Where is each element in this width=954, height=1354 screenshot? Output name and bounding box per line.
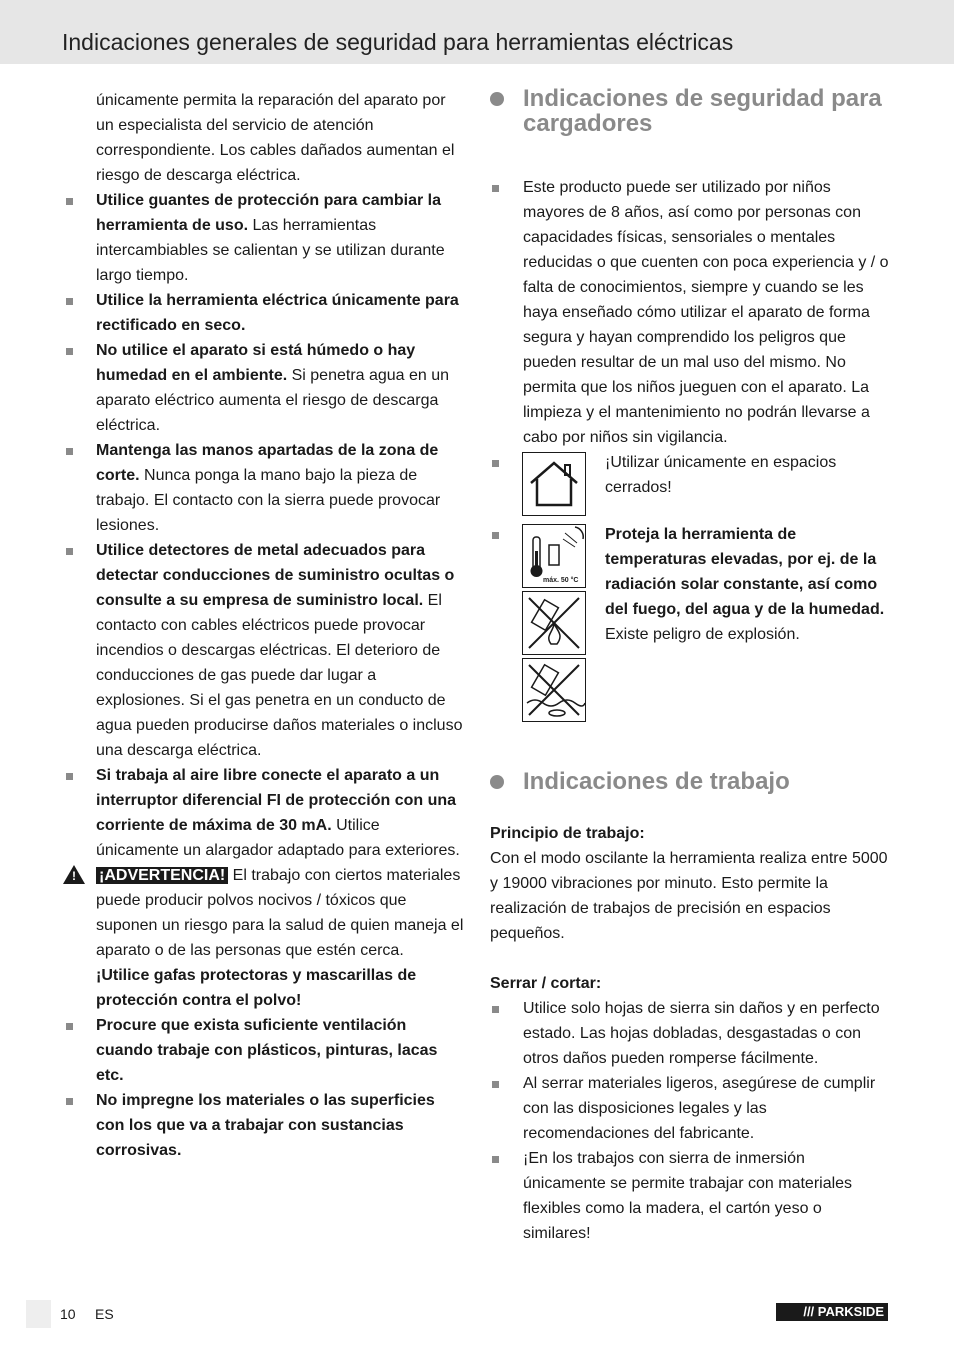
list-item: Procure que exista suficiente ventilación cuando trabaje con plásticos, pinturas, lacas etc.	[96, 1013, 466, 1088]
house-icon	[522, 452, 586, 516]
list-item: ¡Utilizar únicamente en espacios cerrados!	[490, 450, 890, 512]
warning-badge: ¡ADVERTENCIA!	[96, 867, 228, 884]
page-header	[0, 0, 954, 64]
temperature-sun-icon	[522, 524, 586, 588]
warning-paragraph: ! ¡ADVERTENCIA! El trabajo con ciertos materiales puede producir polvos nocivos / tóxicos que suponen un riesgo para la salud de quien maneja el aparato o de las personas que estén cerca.	[96, 863, 466, 963]
list-item: Utilice solo hojas de sierra sin daños y en perfecto estado. Las hojas dobladas, desgastadas o con otros daños pueden romperse fácilmente.	[490, 996, 890, 1071]
list-item: Al serrar materiales ligeros, asegúrese de cumplir con las disposiciones legales y las recomendaciones del fabricante.	[490, 1071, 890, 1146]
left-column	[72, 88, 466, 1163]
list-item: No impregne los materiales o las superficies con los que va a trabajar con sustancias corrosivas.	[96, 1088, 466, 1163]
page-title: Indicaciones generales de seguridad para herramientas eléctricas	[62, 29, 734, 55]
list-item: Mantenga las manos apartadas de la zona de corte. Nunca ponga la mano bajo la pieza de trabajo. El contacto con la sierra puede provocar lesiones.	[96, 438, 466, 538]
principle-text: Con el modo oscilante la herramienta realiza entre 5000 y 19000 vibraciones por minuto. Esto permite la realización de trabajos de precisión en espacios pequeños.	[490, 850, 888, 942]
warning-triangle-icon: !	[63, 865, 85, 884]
section-heading-chargers: Indicaciones de seguridad para cargadores	[490, 86, 890, 136]
saw-title: Serrar / cortar:	[490, 975, 602, 992]
list-item: Si trabaja al aire libre conecte el aparato a un interruptor diferencial FI de protección con una corriente de máxima de 30 mA. Utilice únicamente un alargador adaptado para exteriores.	[96, 763, 466, 863]
list-item: Utilice guantes de protección para cambiar la herramienta de uso. Las herramientas intercambiables se calientan y se utilizan durante largo tiempo.	[96, 188, 466, 288]
intro-text: únicamente permita la reparación del aparato por un especialista del servicio de atención correspondiente. Los cables dañados aumentan el riesgo de descarga eléctrica.	[96, 92, 455, 184]
warning-bold: ¡Utilice gafas protectoras y mascarillas de protección contra el polvo!	[96, 967, 417, 1009]
language-code: ES	[95, 1306, 114, 1322]
principle-title: Principio de trabajo:	[490, 825, 645, 842]
list-item: Utilice detectores de metal adecuados para detectar conducciones de suministro ocultas o consulte a su empresa de suministro local. El contacto con cables eléctricos puede provocar incendios o descargas eléctricas. El deterioro de conducciones de gas puede dar lugar a explosiones. Si el gas penetra en un conducto de agua pueden producirse daños materiales o incluso una descarga eléctrica.	[96, 538, 466, 763]
no-fire-icon	[522, 591, 586, 655]
right-column	[490, 86, 890, 1246]
list-item: ¡En los trabajos con sierra de inmersión únicamente se permite trabajar con materiales flexibles como la madera, el cartón yeso o similares!	[490, 1146, 890, 1246]
no-water-icon	[522, 658, 586, 722]
list-item: máx. 50 °C Proteja la herramienta de temperaturas elevadas, por ej. de la radiación solar constante, así como del fuego, del agua y de la humedad. Existe peligro de explosión.	[490, 522, 890, 722]
brand-logo: /// PARKSIDE	[776, 1303, 888, 1321]
list-item: Utilice la herramienta eléctrica únicamente para rectificado en seco.	[96, 288, 466, 338]
temperature-label: máx. 50 °C	[543, 577, 579, 584]
page-number: 10	[60, 1306, 76, 1322]
footer-marker	[26, 1300, 51, 1328]
list-item: No utilice el aparato si está húmedo o hay humedad en el ambiente. Si penetra agua en un aparato eléctrico aumenta el riesgo de descarga eléctrica.	[96, 338, 466, 438]
section-heading-work: Indicaciones de trabajo	[490, 769, 890, 794]
list-item: Este producto puede ser utilizado por niños mayores de 8 años, así como por personas con capacidades físicas, sensoriales o mentales reducidas o que cuenten con poca experiencia y / o falta de conocimientos, siempre y cuando se les haya enseñado cómo utilizar el aparato de forma segura y hayan comprendido los peligros que pueden resultar de un mal uso del mismo. No permita que los niños jueguen con el aparato. La limpieza y el mantenimiento no podrán llevarse a cabo por niños sin vigilancia.	[490, 175, 890, 450]
